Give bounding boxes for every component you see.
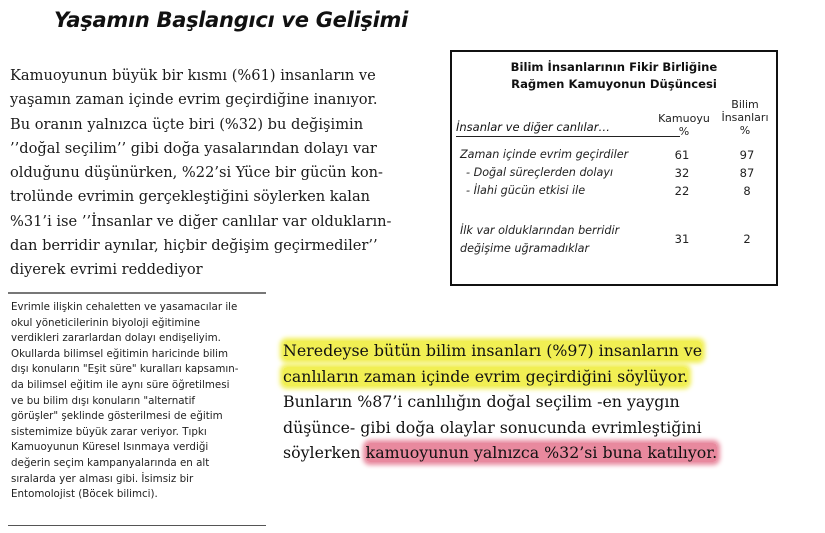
- callout-line: düşünce- gibi doğa olaylar sonucunda evrimleştiğini: [283, 417, 702, 437]
- page-title: Yaşamın Başlangıcı ve Gelişimi: [54, 8, 408, 32]
- survey-row-label: İlk var olduklarından berridir: [460, 224, 620, 237]
- survey-value-public: 61: [674, 148, 690, 162]
- callout-line: [283, 364, 823, 390]
- sidebar-line: sistemimize büyük zarar veriyor. Tıpkı: [11, 425, 207, 438]
- survey-row-label: - İlahi gücün etkisi ile: [466, 184, 586, 197]
- survey-divider: [456, 136, 680, 137]
- survey-title-line: Rağmen Kamuyonun Düşüncesi: [511, 77, 717, 91]
- intro-line: Bu oranın yalnızca üçte biri (%32) bu değişimin: [10, 115, 364, 133]
- intro-line: trolünde evrimin gerçekleştiğini söylerken kalan: [10, 188, 371, 206]
- highlight-yellow: Neredeyse bütün bilim insanları (%97) insanların ve: [283, 341, 703, 360]
- survey-value-scientists: 87: [739, 166, 755, 180]
- column-header-scientists-label2: İnsanları: [721, 111, 769, 124]
- callout-text: söylerken: [283, 443, 366, 463]
- column-header-public-label: Kamuoyu: [658, 112, 710, 125]
- sidebar-line: da bilimsel eğitim ile aynı süre öğretilmesi: [11, 378, 230, 391]
- sidebar-line: görüşler" şeklinde gösterilmesi de eğitim: [11, 410, 223, 423]
- column-header-scientists: [716, 98, 774, 137]
- callout-paragraph: [283, 338, 823, 466]
- sidebar-line: okul yöneticilerinin biyoloji eğitimine: [11, 316, 201, 329]
- sidebar-line: ve bu bilim dışı konuların "alternatif: [11, 394, 196, 407]
- survey-value-scientists: 2: [743, 232, 751, 246]
- survey-row-label: - Doğal süreçlerden dolayı: [466, 166, 614, 179]
- intro-line: ’’doğal seçilim’’ gibi doğa yasalarından dolayı var: [10, 139, 377, 157]
- intro-line: olduğunu düşünürken, %22’si Yüce bir gücün kon-: [10, 164, 383, 182]
- intro-line: %31’i ise ’’İnsanlar ve diğer canlılar var oldukların-: [10, 212, 392, 230]
- survey-value-public: 32: [674, 166, 690, 180]
- intro-line: yaşamın zaman içinde evrim geçirdiğine inanıyor.: [10, 91, 378, 109]
- survey-value-scientists: 97: [739, 148, 755, 162]
- intro-line: Kamuoyunun büyük bir kısmı (%61) insanların ve: [10, 67, 376, 84]
- sidebar-line: Kamuoyunun Küresel Isınmaya verdiği: [11, 441, 209, 454]
- highlight-red: kamuoyunun yalnızca %32’si buna katılıyor.: [365, 443, 718, 463]
- callout-line: [283, 440, 823, 466]
- survey-value-public: 31: [674, 232, 690, 246]
- highlight-yellow: canlıların zaman içinde evrim geçirdiğini söylüyor.: [283, 366, 689, 386]
- sidebar-line: Okullarda bilimsel eğitimin haricinde bilim: [11, 347, 229, 360]
- column-header-scientists-unit: %: [739, 124, 751, 137]
- column-header-scientists-label: Bilim: [731, 98, 759, 111]
- column-header-public-unit: %: [678, 125, 690, 138]
- survey-row-label-continued: değişime uğramadıklar: [460, 242, 590, 255]
- sidebar-line: Entomolojist (Böcek bilimci).: [11, 488, 158, 501]
- callout-line: [283, 338, 823, 364]
- column-header-public: [652, 112, 716, 138]
- sidebar-line: dışı konuların "Eşit süre" kuralları kapsamın-: [11, 363, 239, 376]
- survey-row-header: İnsanlar ve diğer canlılar…: [456, 120, 610, 134]
- intro-paragraph: [10, 64, 430, 283]
- survey-value-scientists: 8: [743, 184, 751, 198]
- sidebar-line: verdikleri zararlardan dolayı endişeliyim.: [11, 332, 221, 345]
- callout-line: Bunların %87’i canlılığın doğal seçilim -en yaygın: [283, 392, 680, 412]
- survey-title-line: Bilim İnsanlarının Fikir Birliğine: [510, 60, 718, 74]
- intro-line: diyerek evrimi reddediyor: [10, 261, 203, 279]
- intro-line: dan berridir aynılar, hiçbir değişim geçirmediler’’: [10, 237, 378, 255]
- survey-value-public: 22: [674, 184, 690, 198]
- sidebar-line: sıralarda yer alması gibi. İsimsiz bir: [11, 472, 194, 485]
- survey-title: [452, 59, 776, 93]
- quote-sidebar: [8, 292, 266, 526]
- sidebar-line: Evrimle ilişkin cehaletten ve yasamacılar ile: [11, 301, 238, 313]
- survey-table-box: [450, 50, 778, 286]
- sidebar-line: değerin seçim kampanyalarında en alt: [11, 456, 210, 469]
- survey-row-label: Zaman içinde evrim geçirdiler: [460, 148, 629, 161]
